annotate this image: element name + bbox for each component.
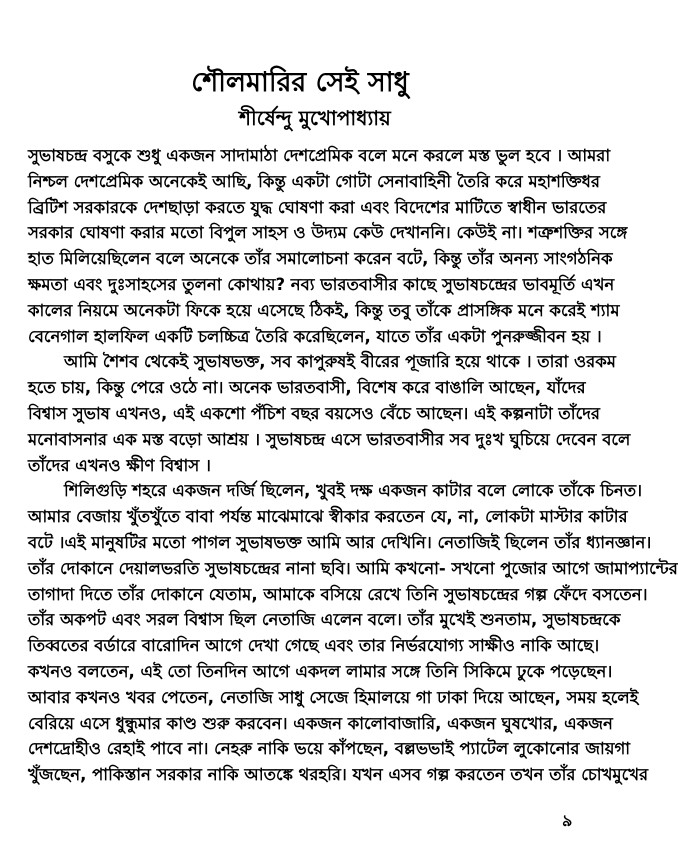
text-line: দেশদ্রোহীও রেহাই পাবে না। নেহরু নাকি ভয়ে কাঁপছেন, বল্লভভাই প্যাটেল লুকোনোর জায়গা <box>28 739 631 759</box>
text-line: মনোবাসনার এক মস্ত বড়ো আশ্রয় । সুভাষচন্দ্র এসে ভারতবাসীর সব দুঃখ ঘুচিয়ে দেবেন বলে <box>28 429 631 449</box>
text-line: খুঁজছেন, পাকিস্তান সরকার নাকি আতঙ্কে থরহরি। যখন এসব গল্প করতেন তখন তাঁর চোখমুখের <box>28 765 649 785</box>
text-line: কখনও বলতেন, এই তো তিনদিন আগে একদল লামার সঙ্গে তিনি সিকিমে ঢুকে পড়েছেন। <box>28 661 613 681</box>
text-line: বেনেগাল হালফিল একটি চলচ্চিত্র তৈরি করেছিলেন, যাতে তাঁর একটা পুনরুজ্জীবন হয় । <box>28 326 602 346</box>
text-line: ব্রিটিশ সরকারকে দেশছাড়া করতে যুদ্ধ ঘোষণা করা এবং বিদেশের মাটিতে স্বাধীন ভারতের <box>28 197 607 217</box>
text-line: তাগাদা দিতে তাঁর দোকানে যেতাম, আমাকে বসিয়ে রেখে তিনি সুভাষচন্দ্রের গল্প ফেঁদে বসতেন। <box>28 584 648 604</box>
author-name: শীর্ষেন্দু মুখোপাধ্যায় <box>239 106 391 130</box>
text-line: আমার বেজায় খুঁতখুঁতে বাবা পর্যন্ত মাঝেমাঝে স্বীকার করতেন যে, না, লোকটা মাস্টার কাটার <box>28 507 628 527</box>
text-line: ক্ষমতা এবং দুঃসাহসের তুলনা কোথায়? নব্য ভারতবাসীর কাছে সুভাষচন্দ্রের ভাবমূর্তি এখন <box>28 274 615 294</box>
text-line: হতে চায়, কিন্তু পেরে ওঠে না। অনেক ভারতবাসী, বিশেষ করে বাঙালি আছেন, যাঁদের <box>28 378 586 398</box>
text-line: বেরিয়ে এসে ধুন্ধুমার কাণ্ড শুরু করবেন। একজন কালোবাজারি, একজন ঘুষখোর, একজন <box>28 713 613 733</box>
text-line: আবার কখনও খবর পেতেন, নেতাজি সাধু সেজে হিমালয়ে গা ঢাকা দিয়ে আছেন, সময় হলেই <box>28 687 639 707</box>
page-number: ৯ <box>562 811 573 830</box>
text-line: কালের নিয়মে অনেকটা ফিকে হয়ে এসেছে ঠিকই, কিন্তু তবু তাঁকে প্রাসঙ্গিক মনে করেই শ্যাম <box>28 300 620 320</box>
text-line: সরকার ঘোষণা করার মতো বিপুল সাহস ও উদ্যম কেউ দেখাননি। কেউই না। শত্রুশক্তির সঙ্গে <box>28 223 628 243</box>
text-line: তাঁদের এখনও ক্ষীণ বিশ্বাস । <box>28 455 211 475</box>
text-line: আমি শৈশব থেকেই সুভাষভক্ত, সব কাপুরুষই বীরের পূজারি হয়ে থাকে । তারা ওরকম <box>64 352 616 372</box>
text-line: বিশ্বাস সুভাষ এখনও, এই একশো পঁচিশ বছর বয়সেও বেঁচে আছেন। এই কল্পনাটা তাঁদের <box>28 403 600 423</box>
page-title: শৌলমারির সেই সাধু <box>191 67 409 98</box>
text-line: বটে ।এই মানুষটির মতো পাগল সুভাষভক্ত আমি আর দেখিনি। নেতাজিই ছিলেন তাঁর ধ্যানজ্ঞান। <box>28 532 652 552</box>
text-line: সুভাষচন্দ্র বসুকে শুধু একজন সাদামাঠা দেশপ্রেমিক বলে মনে করলে মস্ত ভুল হবে । আমরা <box>28 146 611 165</box>
article-body <box>28 143 678 788</box>
text-line: তাঁর দোকানে দেয়ালভরতি সুভাষচন্দ্রের নানা ছবি। আমি কখনো- সখনো পুজোর আগে জামাপ্যান্টের <box>28 558 678 578</box>
text-line: নিশ্চল দেশপ্রেমিক অনেকেই আছি, কিন্তু একটা গোটা সেনাবাহিনী তৈরি করে মহাশক্তিধর <box>28 171 600 191</box>
text-line: শিলিগুড়ি শহরে একজন দর্জি ছিলেন, খুবই দক্ষ একজন কাটার বলে লোকে তাঁকে চিনত। <box>64 481 642 501</box>
text-line: তাঁর অকপট এবং সরল বিশ্বাস ছিল নেতাজি এলেন বলে। তাঁর মুখেই শুনতাম, সুভাষচন্দ্রকে <box>28 610 621 630</box>
text-line: হাত মিলিয়েছিলেন বলে অনেকে তাঁর সমালোচনা করেন বটে, কিন্তু তাঁর অনন্য সাংগঠনিক <box>28 249 613 269</box>
text-line: তিব্বতের বর্ডারে বারোদিন আগে দেখা গেছে এবং তার নির্ভরযোগ্য সাক্ষীও নাকি আছে। <box>28 636 600 656</box>
